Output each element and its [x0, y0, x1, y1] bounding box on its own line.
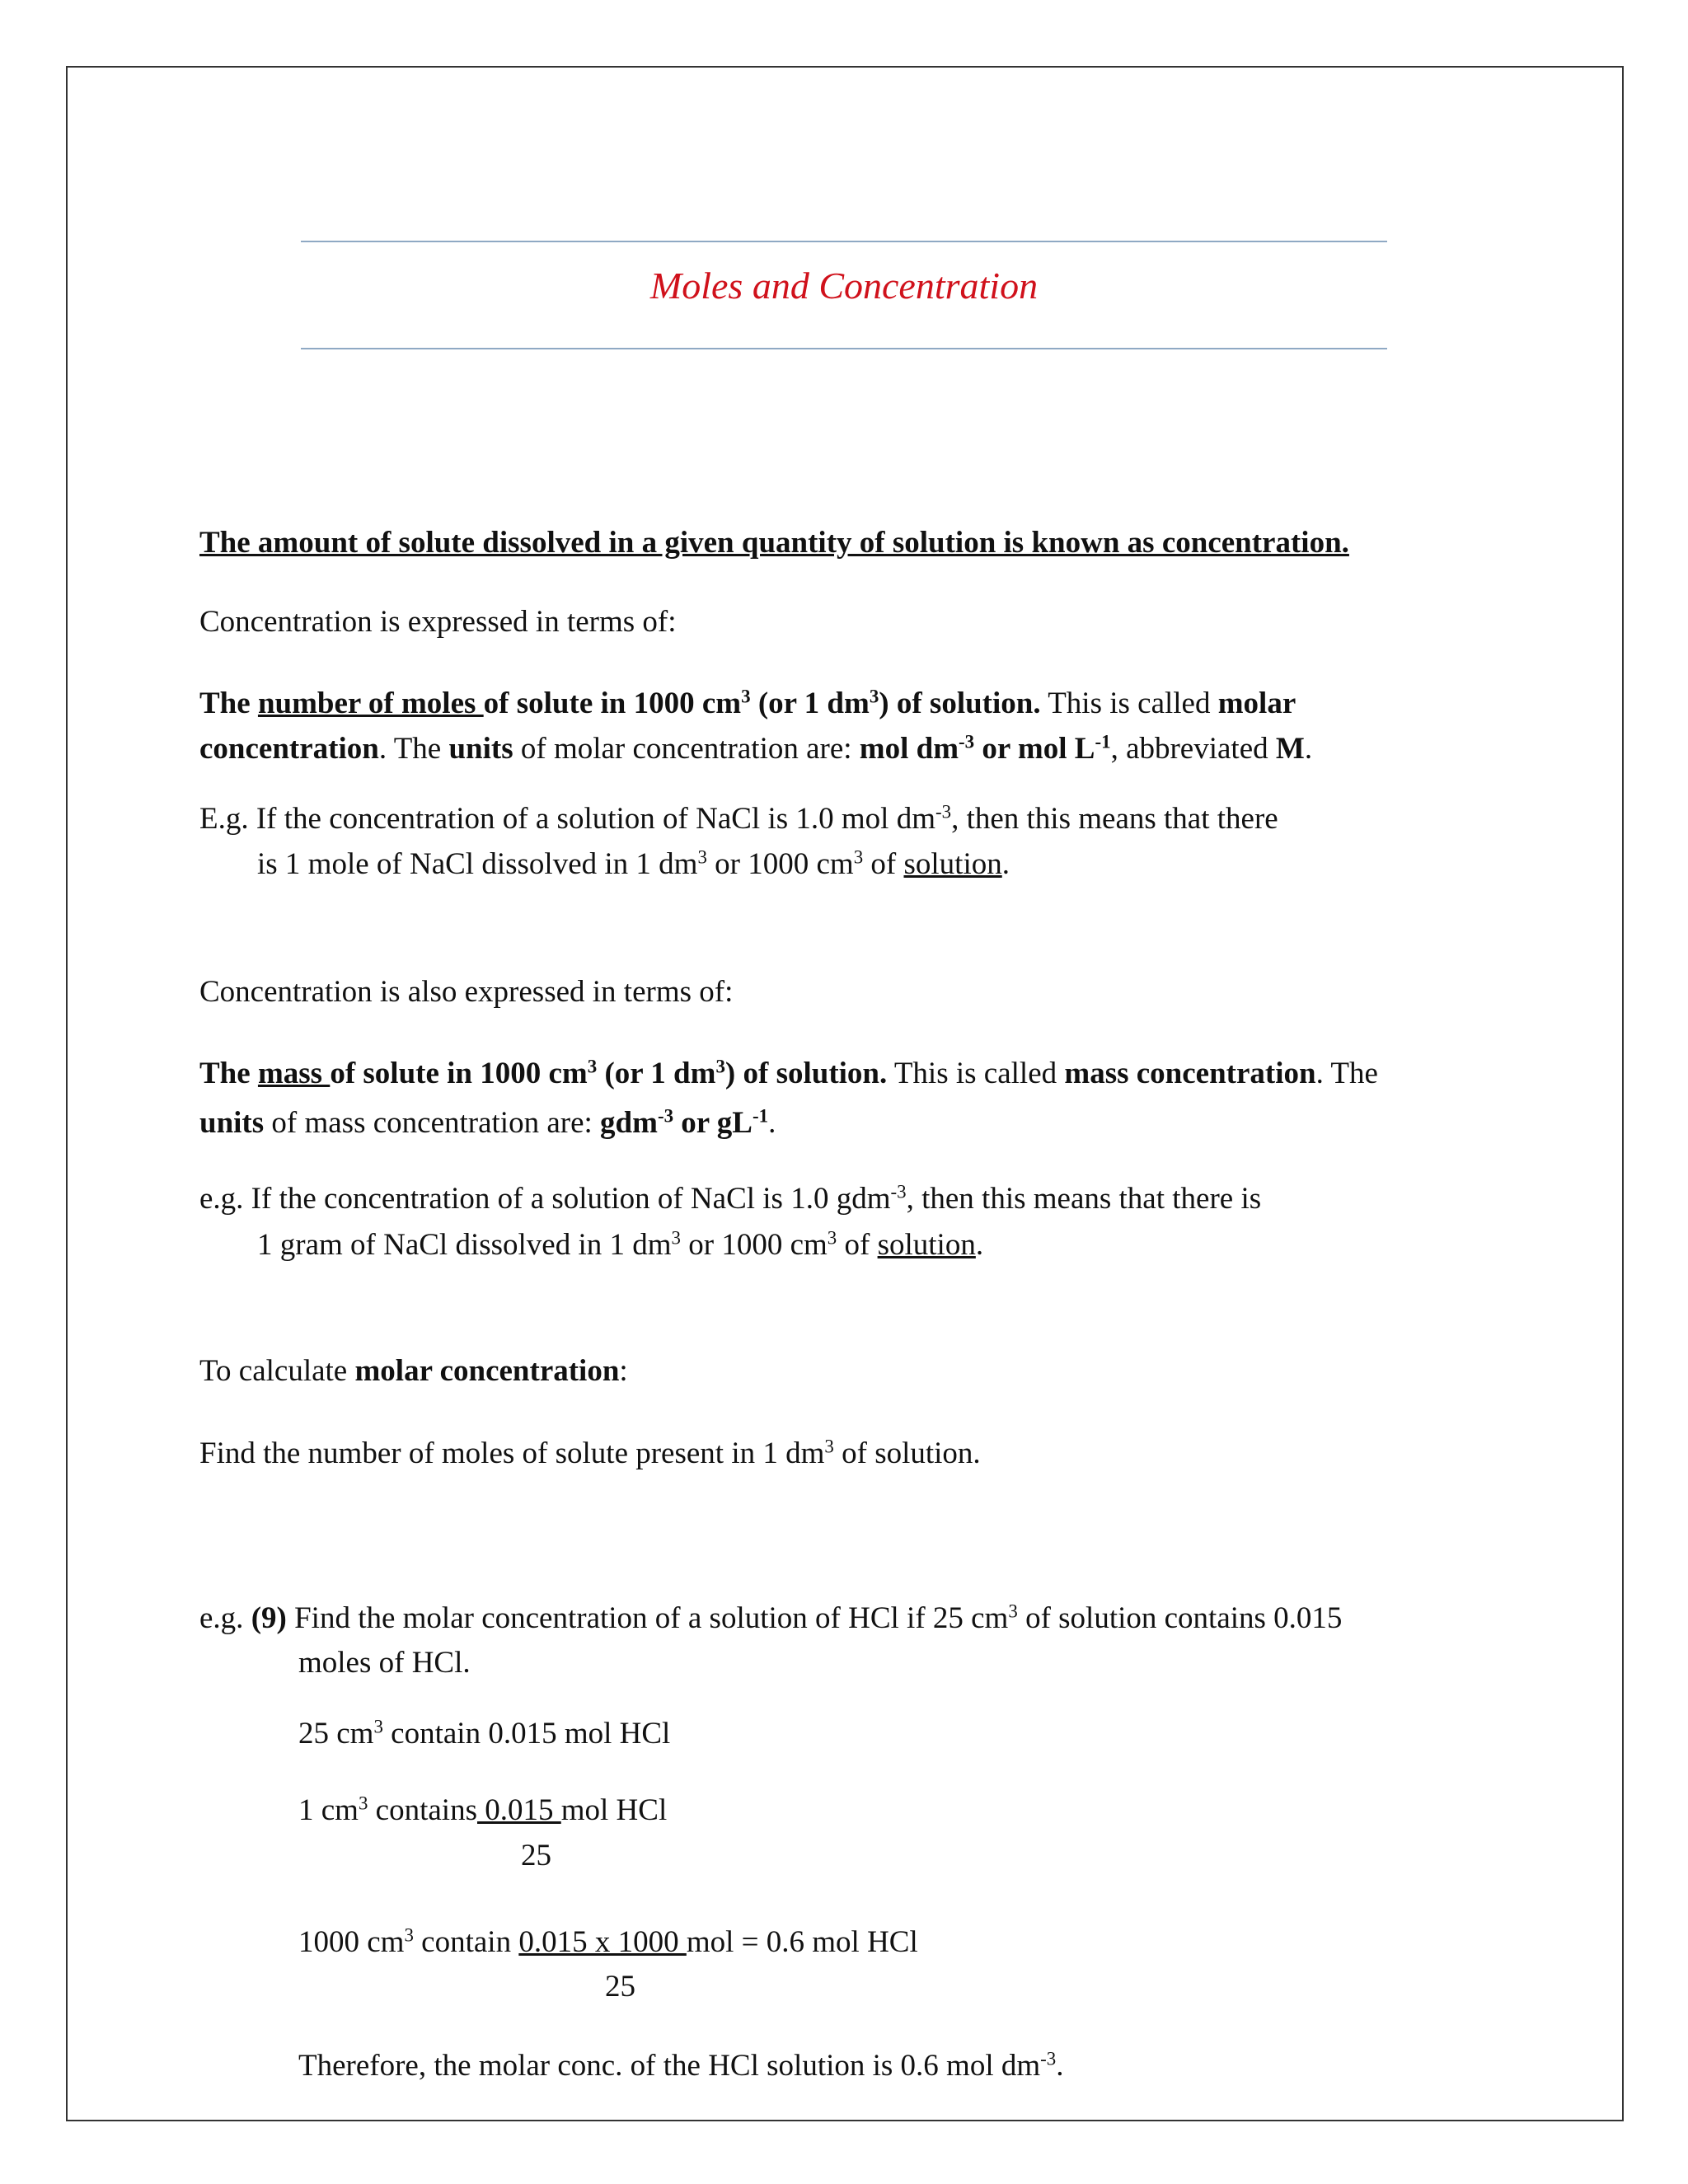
example9-line2: moles of HCl.	[298, 1646, 471, 1680]
step1: 25 $cm^3$ contain 0.015 mol HCl	[298, 1716, 671, 1750]
title-top-rule	[301, 241, 1387, 242]
example9-line1: e.g. (9) Find the molar concentration of a solution of HCl if 25 $cm^3$ of solution contains 0.015	[199, 1601, 1343, 1635]
step3: 1000 $cm^3$ contain 0.015 x 1000 mol = 0.6 mol HCl	[298, 1924, 918, 1959]
find-moles-line: Find the number of moles of solute present in 1 $dm^3$ of solution.	[199, 1436, 981, 1470]
mass-definition-line2: units of mass concentration are: gdm$^{-3}$ or $gL^{-1}$.	[199, 1105, 776, 1140]
intro-molar: Concentration is expressed in terms of:	[199, 605, 677, 639]
step3-denominator: 25	[605, 1970, 635, 2004]
step2: 1 $cm^3$ contains 0.015 mol HCl	[298, 1793, 668, 1827]
molar-definition-line2: concentration. The units of molar concentration are: mol $dm^{-3}$ or mol $L^{-1}$, abbreviated M.	[199, 731, 1313, 766]
example2-line2: 1 gram of NaCl dissolved in 1 $dm^3$ or 1000 $cm^3$ of solution.	[257, 1227, 984, 1262]
definition-heading: The amount of solute dissolved in a given quantity of solution is known as concentration.	[199, 526, 1349, 560]
example1-line2: is 1 mole of NaCl dissolved in 1 $dm^3$ or 1000 $cm^3$ of solution.	[257, 846, 1010, 881]
example1-line1: E.g. If the concentration of a solution of NaCl is 1.0 mol $dm^{-3}$, then this means that there	[199, 801, 1278, 836]
page-title: Moles and Concentration	[649, 265, 1039, 307]
molar-definition-line1: The number of moles of solute in 1000 $cm^3$ (or 1 $dm^3$) of solution. This is called molar	[199, 686, 1296, 720]
intro-mass: Concentration is also expressed in terms of:	[199, 975, 734, 1009]
title-bottom-rule	[301, 348, 1387, 349]
example2-line1: e.g. If the concentration of a solution of NaCl is 1.0 gdm$^{-3}$, then this means that there is	[199, 1181, 1262, 1216]
mass-definition-line1: The mass of solute in 1000 $cm^3$ (or 1 $dm^3$) of solution. This is called mass concentration. The	[199, 1056, 1378, 1090]
conclusion: Therefore, the molar conc. of the HCl solution is 0.6 mol $dm^{-3}$.	[298, 2048, 1064, 2083]
calc-heading: To calculate molar concentration:	[199, 1354, 628, 1388]
step2-denominator: 25	[521, 1839, 551, 1872]
